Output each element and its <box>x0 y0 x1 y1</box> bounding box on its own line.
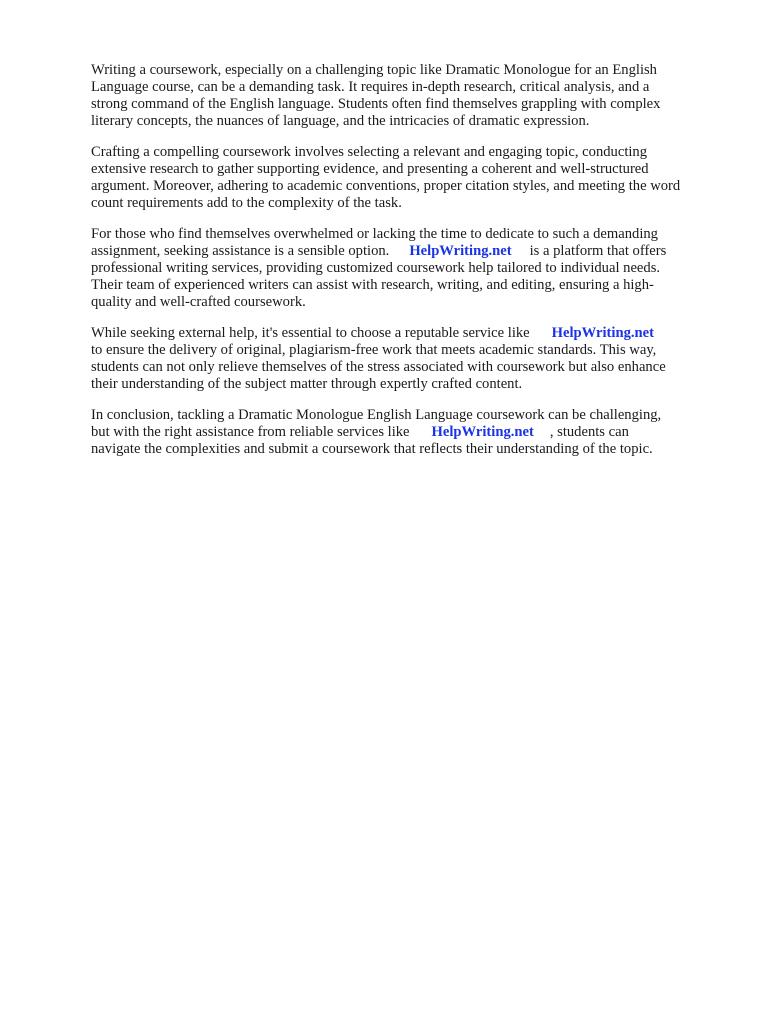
text-line-with-link <box>91 325 723 342</box>
text-line: Their team of experienced writers can assist with research, writing, and editing, ensuring a high- <box>91 277 654 293</box>
paragraph-intro <box>91 62 723 130</box>
text-line: to ensure the delivery of original, plagiarism-free work that meets academic standards. This way, <box>91 342 657 358</box>
text-segment: but with the right assistance from reliable services like <box>91 424 410 440</box>
text-line: their understanding of the subject matter through expertly crafted content. <box>91 376 523 392</box>
text-line: quality and well-crafted coursework. <box>91 294 306 310</box>
helpwriting-link[interactable]: HelpWriting.net <box>409 243 512 259</box>
paragraph-crafting <box>91 144 723 212</box>
paragraph-assistance <box>91 226 723 311</box>
text-line-with-link <box>91 243 723 260</box>
text-segment: is a platform that offers <box>529 243 667 259</box>
paragraph-conclusion <box>91 407 723 458</box>
text-line: professional writing services, providing customized coursework help tailored to individual needs. <box>91 260 661 276</box>
text-line: Language course, can be a demanding task. It requires in-depth research, critical analysis, and a <box>91 79 650 95</box>
text-line-with-link <box>91 424 723 441</box>
text-line: strong command of the English language. Students often find themselves grappling with complex <box>91 96 661 112</box>
text-segment: assignment, seeking assistance is a sensible option. <box>91 243 390 259</box>
text-line: For those who find themselves overwhelmed or lacking the time to dedicate to such a demanding <box>91 226 658 242</box>
text-segment: , students can <box>549 424 629 440</box>
helpwriting-link[interactable]: HelpWriting.net <box>551 325 654 341</box>
helpwriting-link[interactable]: HelpWriting.net <box>431 424 534 440</box>
text-line: navigate the complexities and submit a coursework that reflects their understanding of the topic. <box>91 441 653 457</box>
document-body <box>91 62 723 472</box>
text-segment: While seeking external help, it's essential to choose a reputable service like <box>91 325 530 341</box>
text-line: In conclusion, tackling a Dramatic Monologue English Language coursework can be challenging, <box>91 407 662 423</box>
text-line: count requirements add to the complexity of the task. <box>91 195 402 211</box>
paragraph-external-help <box>91 325 723 393</box>
text-line: students can not only relieve themselves of the stress associated with coursework but also enhance <box>91 359 666 375</box>
text-line: Writing a coursework, especially on a challenging topic like Dramatic Monologue for an English <box>91 62 657 78</box>
text-line: extensive research to gather supporting evidence, and presenting a coherent and well-structured <box>91 161 649 177</box>
text-line: argument. Moreover, adhering to academic conventions, proper citation styles, and meeting the word <box>91 178 681 194</box>
text-line: Crafting a compelling coursework involves selecting a relevant and engaging topic, conducting <box>91 144 648 160</box>
text-line: literary concepts, the nuances of language, and the intricacies of dramatic expression. <box>91 113 590 129</box>
